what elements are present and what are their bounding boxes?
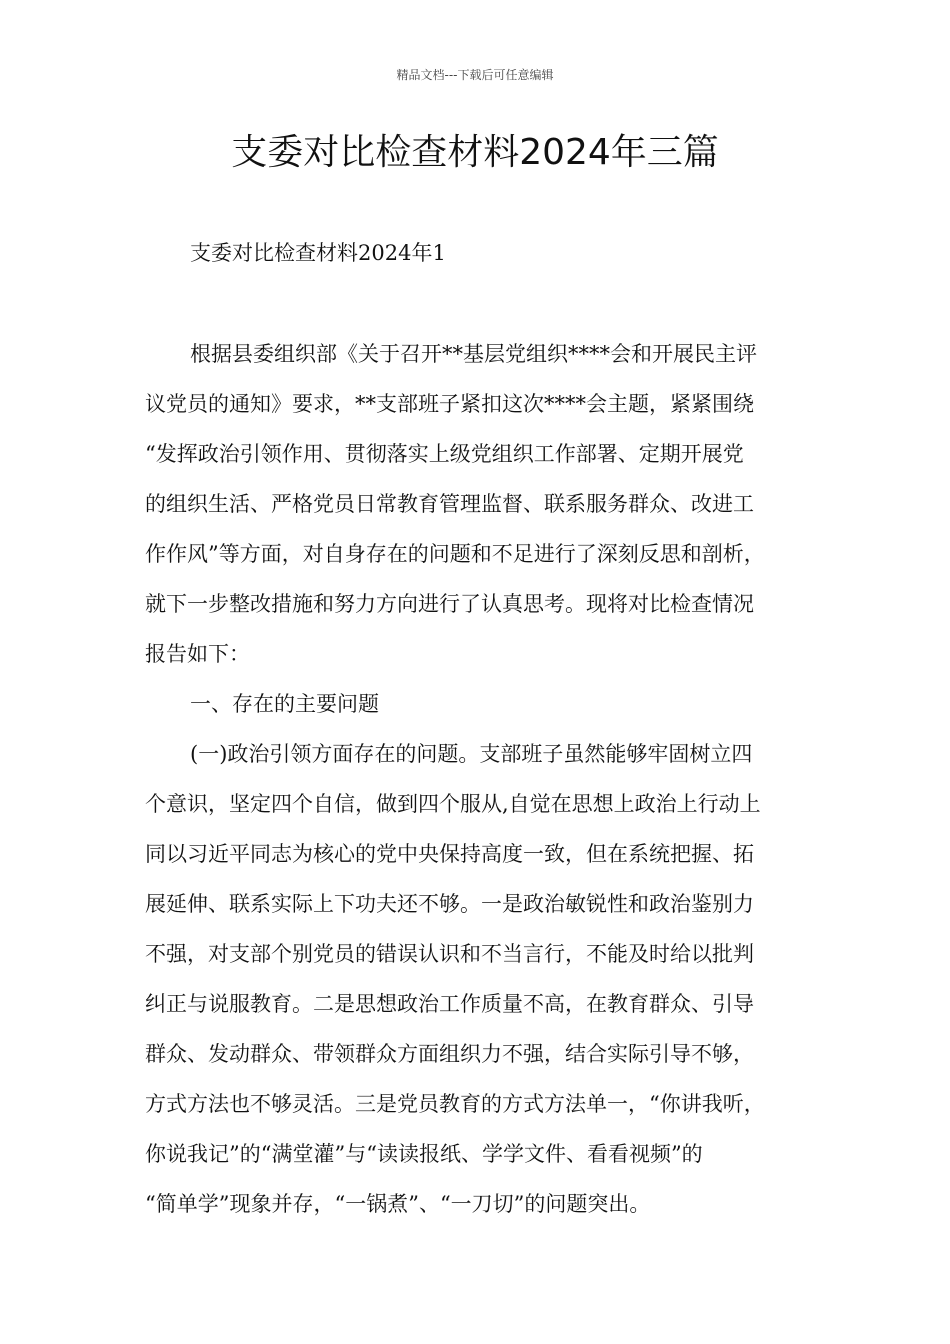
header-note: 精品文档---下载后可任意编辑 [396,68,554,82]
paragraph-line: 方式方法也不够灵活。三是党员教育的方式方法单一，“你讲我听， [145,1092,765,1116]
paragraph-line: 就下一步整改措施和努力方向进行了认真思考。现将对比检查情况 [145,592,754,616]
paragraph-line: 不强，对支部个别党员的错误认识和不当言行，不能及时给以批判 [145,942,754,966]
paragraph-line: 群众、发动群众、带领群众方面组织力不强，结合实际引导不够， [145,1042,754,1066]
paragraph-line: 议党员的通知》要求，**支部班子紧扣这次****会主题，紧紧围绕 [145,392,754,416]
paragraph-line: 纠正与说服教育。二是思想政治工作质量不高，在教育群众、引导 [145,992,754,1016]
paragraph-line: 的组织生活、严格党员日常教育管理监督、联系服务群众、改进工 [145,492,754,516]
paragraph-line: 个意识，坚定四个自信，做到四个服从,自觉在思想上政治上行动上 [145,792,761,816]
paragraph-line: 展延伸、联系实际上下功夫还不够。一是政治敏锐性和政治鉴别力 [145,892,754,916]
document-subtitle: 支委对比检查材料2024年1 [190,241,446,265]
section-heading: 一、存在的主要问题 [190,692,379,716]
paragraph-line: “简单学”现象并存，“一锅煮”、“一刀切”的问题突出。 [145,1192,651,1216]
paragraph-line: 根据县委组织部《关于召开**基层党组织****会和开展民主评 [190,342,757,366]
paragraph-line: 你说我记”的“满堂灌”与“读读报纸、学学文件、看看视频”的 [145,1142,703,1166]
paragraph-line: “发挥政治引领作用、贯彻落实上级党组织工作部署、定期开展党 [145,442,744,466]
document-body [145,334,807,1234]
paragraph-line: 报告如下： [145,642,250,666]
document-title: 支委对比检查材料2024年三篇 [231,132,719,173]
paragraph-line: 作作风”等方面，对自身存在的问题和不足进行了深刻反思和剖析， [145,542,765,566]
paragraph-line: (一)政治引领方面存在的问题。支部班子虽然能够牢固树立四 [190,742,753,766]
paragraph-line: 同以习近平同志为核心的党中央保持高度一致，但在系统把握、拓 [145,842,754,866]
